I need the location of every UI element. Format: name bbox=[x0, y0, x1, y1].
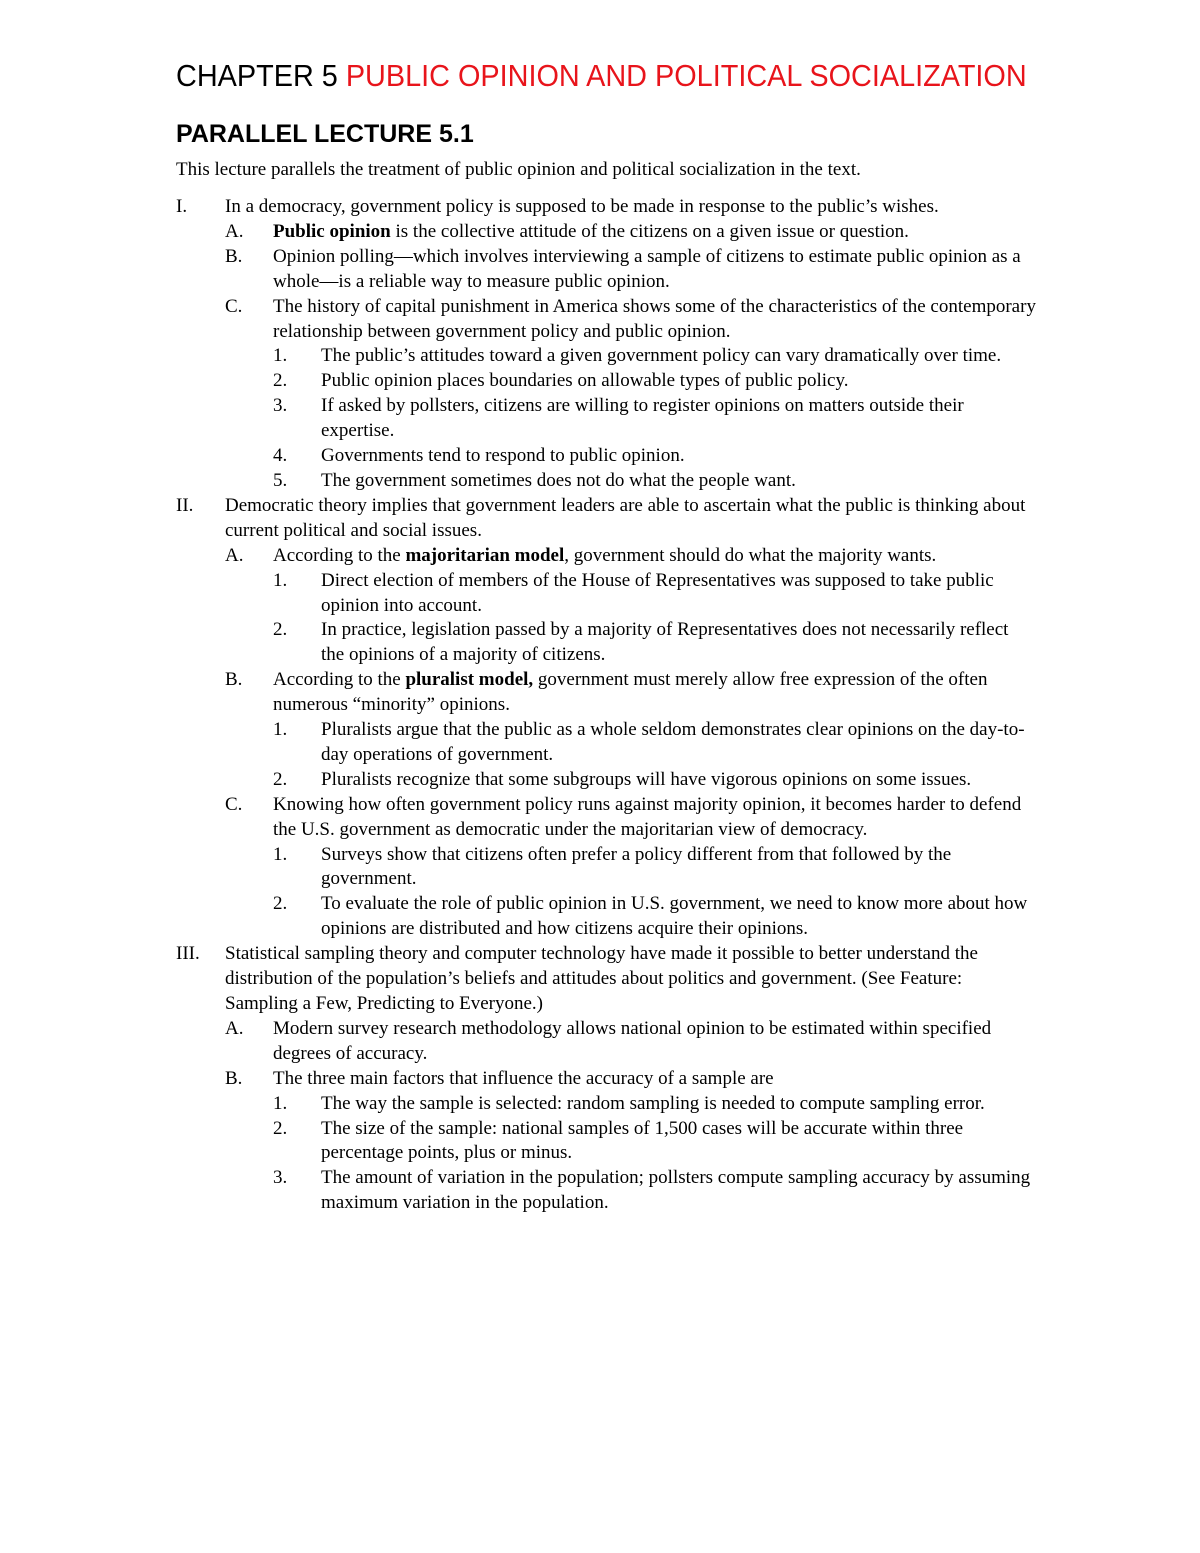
outline-point bbox=[273, 618, 1036, 668]
outline-text bbox=[321, 718, 1036, 768]
outline-text-body: If asked by pollsters, citizens are willing to register opinions on matters outside their expertise. bbox=[321, 395, 964, 442]
outline-sublist bbox=[225, 544, 1036, 943]
outline-text bbox=[273, 793, 1036, 843]
outline-marker: 1. bbox=[273, 843, 288, 865]
key-term: pluralist model, bbox=[405, 669, 534, 691]
outline-marker: B. bbox=[225, 669, 243, 691]
outline-point bbox=[273, 843, 1036, 893]
outline-text bbox=[273, 1017, 1036, 1067]
outline-subsection bbox=[225, 1017, 1036, 1067]
outline-text bbox=[321, 469, 1036, 494]
outline-text-body: Direct election of members of the House of Representatives was supposed to take public opinion into account. bbox=[321, 569, 994, 616]
outline-text bbox=[273, 1067, 1036, 1092]
outline-text-body: Pluralists recognize that some subgroups will have vigorous opinions on some issues. bbox=[321, 768, 972, 790]
outline-point bbox=[273, 569, 1036, 619]
outline-text-body: The size of the sample: national samples of 1,500 cases will be accurate within three percentage points, plus or minus. bbox=[321, 1117, 964, 1164]
outline-point bbox=[273, 1166, 1036, 1216]
outline-point bbox=[273, 394, 1036, 444]
outline-text bbox=[321, 1117, 1036, 1167]
outline-point bbox=[273, 369, 1036, 394]
outline-marker: III. bbox=[176, 943, 200, 965]
chapter-title bbox=[176, 56, 1027, 96]
outline-text bbox=[273, 295, 1036, 345]
outline-sublist bbox=[225, 220, 1036, 494]
outline-marker: I. bbox=[176, 196, 188, 217]
outline-point bbox=[273, 1117, 1036, 1167]
outline-text-body: Knowing how often government policy runs against majority opinion, it becomes harder to defend the U.S. government as democratic under the majoritarian view of democracy. bbox=[273, 793, 1022, 840]
outline-marker: A. bbox=[225, 220, 244, 242]
outline-subsection bbox=[225, 295, 1036, 494]
outline-text bbox=[321, 444, 1036, 469]
outline-text bbox=[321, 394, 1036, 444]
outline-text-body: is the collective attitude of the citizens on a given issue or question. bbox=[390, 220, 909, 242]
outline-text bbox=[273, 668, 1036, 718]
outline-text-body: Opinion polling—which involves interviewing a sample of citizens to estimate public opinion as a whole—is a reliable way to measure public opinion. bbox=[273, 245, 1021, 292]
outline-point bbox=[273, 344, 1036, 369]
outline-marker: 2. bbox=[273, 370, 288, 392]
outline-text-body: , government should do what the majority wants. bbox=[564, 544, 937, 566]
outline-point bbox=[273, 768, 1036, 793]
outline-marker: B. bbox=[225, 245, 243, 267]
outline-text-prefix: According to the bbox=[273, 544, 406, 566]
outline-text-body: government must merely allow free expression of the often numerous “minority” opinions. bbox=[273, 669, 988, 716]
outline-section bbox=[176, 942, 1036, 1216]
outline-text-prefix: According to the bbox=[273, 669, 406, 691]
outline-sublist bbox=[273, 843, 1036, 943]
outline-text-body: The government sometimes does not do what the people want. bbox=[321, 469, 796, 491]
outline-text-body: Statistical sampling theory and computer technology have made it possible to better understand the distribution of the population’s beliefs and attitudes about politics and government. (See Feature: Sampling a Few, Predicting to Everyone.) bbox=[225, 943, 978, 1014]
outline-point bbox=[273, 469, 1036, 494]
outline-marker: A. bbox=[225, 544, 244, 566]
outline-text bbox=[321, 569, 1036, 619]
outline-marker: 1. bbox=[273, 345, 288, 367]
outline-subsection bbox=[225, 668, 1036, 793]
outline-text-body: To evaluate the role of public opinion in U.S. government, we need to know more about how opinions are distributed and how citizens acquire their opinions. bbox=[321, 893, 1028, 940]
outline-text-body: Modern survey research methodology allows national opinion to be estimated within specified degrees of accuracy. bbox=[273, 1017, 992, 1064]
outline-text-body: The public’s attitudes toward a given government policy can vary dramatically over time. bbox=[321, 345, 1002, 367]
outline-marker: 5. bbox=[273, 469, 288, 491]
outline-marker: 4. bbox=[273, 445, 288, 467]
outline-text bbox=[273, 544, 1036, 569]
outline-marker: C. bbox=[225, 793, 243, 815]
outline-point bbox=[273, 1092, 1036, 1117]
outline-text-body: The three main factors that influence the accuracy of a sample are bbox=[273, 1067, 774, 1089]
outline-section bbox=[176, 494, 1036, 942]
outline-marker: 1. bbox=[273, 719, 288, 741]
key-term: majoritarian model bbox=[405, 544, 565, 566]
outline-text bbox=[321, 344, 1036, 369]
outline-text-body: Surveys show that citizens often prefer a policy different from that followed by the government. bbox=[321, 843, 952, 890]
outline-sublist bbox=[273, 1092, 1036, 1217]
outline-marker: 3. bbox=[273, 1167, 288, 1189]
chapter-subtitle: PUBLIC OPINION AND POLITICAL SOCIALIZATION bbox=[345, 58, 1027, 93]
outline-marker: B. bbox=[225, 1067, 243, 1089]
outline-point bbox=[273, 892, 1036, 942]
outline-text-body: Public opinion places boundaries on allowable types of public policy. bbox=[321, 370, 849, 392]
outline-marker: 2. bbox=[273, 619, 288, 641]
outline-text bbox=[321, 369, 1036, 394]
outline-marker: 2. bbox=[273, 768, 288, 790]
outline-text-body: Governments tend to respond to public opinion. bbox=[321, 445, 685, 467]
outline-text bbox=[273, 220, 1036, 245]
outline-subsection bbox=[225, 1067, 1036, 1216]
outline-subsection bbox=[225, 220, 1036, 245]
outline-text bbox=[273, 245, 1036, 295]
outline-text-body: The way the sample is selected: random sampling is needed to compute sampling error. bbox=[321, 1092, 985, 1114]
outline-sublist bbox=[225, 1017, 1036, 1216]
intro-paragraph: This lecture parallels the treatment of public opinion and political socialization in the text. bbox=[176, 159, 861, 180]
outline-text bbox=[321, 843, 1036, 893]
outline-text bbox=[321, 618, 1036, 668]
outline-subsection bbox=[225, 544, 1036, 669]
chapter-prefix: CHAPTER 5 bbox=[176, 58, 346, 93]
outline-sublist bbox=[273, 344, 1036, 493]
outline-subsection bbox=[225, 245, 1036, 295]
outline-marker: II. bbox=[176, 494, 194, 516]
outline-text bbox=[321, 768, 1036, 793]
outline-text-body: In practice, legislation passed by a majority of Representatives does not necessarily reflect the opinions of a majority of citizens. bbox=[321, 619, 1009, 666]
outline-marker: 2. bbox=[273, 893, 288, 915]
outline-marker: 1. bbox=[273, 569, 288, 591]
lecture-heading: PARALLEL LECTURE 5.1 bbox=[176, 120, 474, 148]
key-term: Public opinion bbox=[273, 220, 391, 242]
outline-point bbox=[273, 718, 1036, 768]
outline-marker: C. bbox=[225, 295, 243, 317]
outline-section bbox=[176, 195, 1036, 494]
outline-text bbox=[225, 195, 1036, 220]
outline-marker: 1. bbox=[273, 1092, 288, 1114]
outline-text-body: The amount of variation in the population; pollsters compute sampling accuracy by assuming maximum variation in the population. bbox=[321, 1167, 1031, 1214]
outline-sublist bbox=[273, 569, 1036, 669]
outline-text bbox=[321, 1166, 1036, 1216]
lecture-outline bbox=[176, 195, 1036, 1216]
outline-text-body: The history of capital punishment in America shows some of the characteristics of the contemporary relationship between government policy and public opinion. bbox=[273, 295, 1036, 342]
outline-text bbox=[321, 892, 1036, 942]
outline-subsection bbox=[225, 793, 1036, 942]
outline-marker: A. bbox=[225, 1017, 244, 1039]
outline-marker: 3. bbox=[273, 395, 288, 417]
outline-text-body: Democratic theory implies that government leaders are able to ascertain what the public is thinking about current political and social issues. bbox=[225, 494, 1026, 541]
outline-text-body: In a democracy, government policy is supposed to be made in response to the public’s wishes. bbox=[225, 196, 939, 217]
outline-point bbox=[273, 444, 1036, 469]
outline-text bbox=[321, 1092, 1036, 1117]
outline-marker: 2. bbox=[273, 1117, 288, 1139]
outline-text bbox=[225, 942, 1036, 1017]
outline-text bbox=[225, 494, 1036, 544]
outline-text-body: Pluralists argue that the public as a whole seldom demonstrates clear opinions on the day-to-day operations of government. bbox=[321, 719, 1025, 765]
outline-sublist bbox=[273, 718, 1036, 793]
